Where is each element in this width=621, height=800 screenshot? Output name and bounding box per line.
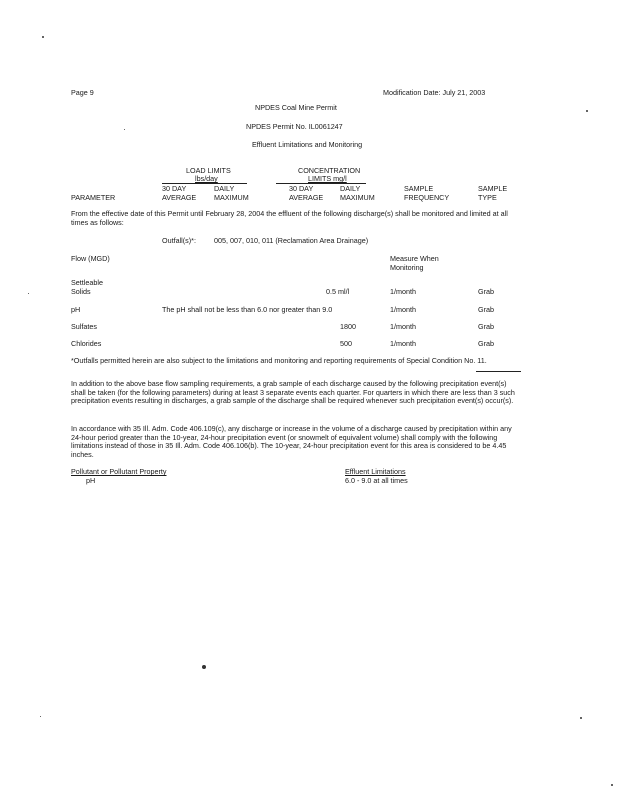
row-ph-desc: The pH shall not be less than 6.0 nor greater than 9.0 [162, 305, 333, 314]
row-ph-freq: 1/month [390, 305, 416, 314]
col-type: TYPE [478, 193, 497, 202]
scan-speck [28, 293, 29, 294]
scan-speck [202, 665, 206, 669]
effluent-value: 6.0 - 9.0 at all times [345, 476, 408, 485]
row-chlorides-freq: 1/month [390, 339, 416, 348]
col-30day-conc: 30 DAY [289, 184, 314, 193]
page-number: Page 9 [71, 88, 94, 97]
row-chlorides-param: Chlorides [71, 339, 102, 348]
effluent-heading: Effluent Limitations [345, 467, 406, 476]
col-30day-load: 30 DAY [162, 184, 187, 193]
row-settleable-freq: 1/month [390, 287, 416, 296]
outfalls-label: Outfall(s)*: [162, 236, 196, 245]
modification-date: Modification Date: July 21, 2003 [383, 88, 486, 97]
row-sulfates-freq: 1/month [390, 322, 416, 331]
col-sample-type: SAMPLE [478, 184, 508, 193]
compliance-paragraph: In accordance with 35 Ill. Adm. Code 406.109(c), any discharge or increase in the volume of a discharge caused by precipitation within any 24-hour period greater than the 10-year, 24-hour precipitation event (or snowmelt of equivalent volume) shall comply with the following limitations instead of those in 35 Ill. Adm. Code 406.106(b). The 10-year, 24-hour precipitation event for this area is considered to be 4.45 inches. [71, 424, 512, 459]
col-daily-conc: DAILY [340, 184, 361, 193]
section-subtitle: Effluent Limitations and Monitoring [252, 140, 363, 149]
outfalls-value: 005, 007, 010, 011 (Reclamation Area Drainage) [214, 236, 369, 245]
row-chlorides-type: Grab [478, 339, 494, 348]
scan-speck [42, 36, 44, 38]
row-chlorides-conc: 500 [340, 339, 352, 348]
row-sulfates-param: Sulfates [71, 322, 97, 331]
row-flow-param: Flow (MGD) [71, 254, 110, 263]
precipitation-paragraph: In addition to the above base flow sampling requirements, a grab sample of each discharge caused by the following precipitation event(s) shall be taken (for the following parameters) during at least 3 separate events each quarter. For quarters in which there are less than 3 such precipitation events resulting in discharges, a grab sample of the discharge shall be required whenever such precipitation event(s) occur(s). [71, 379, 515, 406]
footnote: *Outfalls permitted herein are also subject to the limitations and monitoring and reporting requirements of Special Condition No. 11. [71, 356, 487, 365]
col-average-load: AVERAGE [162, 193, 197, 202]
scan-speck [124, 129, 125, 130]
row-ph-type: Grab [478, 305, 494, 314]
concentration-units: LIMITS mg/l [308, 174, 347, 183]
col-daily-load: DAILY [214, 184, 235, 193]
row-sulfates-conc: 1800 [340, 322, 356, 331]
row-settleable-conc: 0.5 ml/l [326, 287, 350, 296]
scan-speck [611, 784, 613, 786]
col-parameter: PARAMETER [71, 193, 116, 202]
load-limits-heading: LOAD LIMITS [186, 166, 231, 175]
scan-speck [586, 110, 588, 112]
row-ph-param: pH [71, 305, 81, 314]
pollutant-heading: Pollutant or Pollutant Property [71, 467, 167, 476]
intro-text: From the effective date of this Permit until February 28, 2004 the effluent of the following discharge(s) shall be monitored and limited at all times as follows: [71, 209, 508, 227]
col-average-conc: AVERAGE [289, 193, 324, 202]
scan-speck [580, 717, 582, 719]
col-frequency: FREQUENCY [404, 193, 450, 202]
pollutant-value: pH [86, 476, 96, 485]
concentration-heading: CONCENTRATION [298, 166, 361, 175]
col-maximum-load: MAXIMUM [214, 193, 249, 202]
footnote-rule [476, 371, 521, 372]
scan-speck [40, 716, 41, 717]
permit-number: NPDES Permit No. IL0061247 [246, 122, 343, 131]
load-limits-units: lbs/day [195, 174, 218, 183]
col-sample: SAMPLE [404, 184, 434, 193]
row-settleable-type: Grab [478, 287, 494, 296]
col-maximum-conc: MAXIMUM [340, 193, 375, 202]
document-title: NPDES Coal Mine Permit [255, 103, 337, 112]
row-flow-note: Measure When Monitoring [390, 254, 439, 272]
row-settleable-param: Settleable Solids [71, 278, 103, 296]
row-sulfates-type: Grab [478, 322, 494, 331]
